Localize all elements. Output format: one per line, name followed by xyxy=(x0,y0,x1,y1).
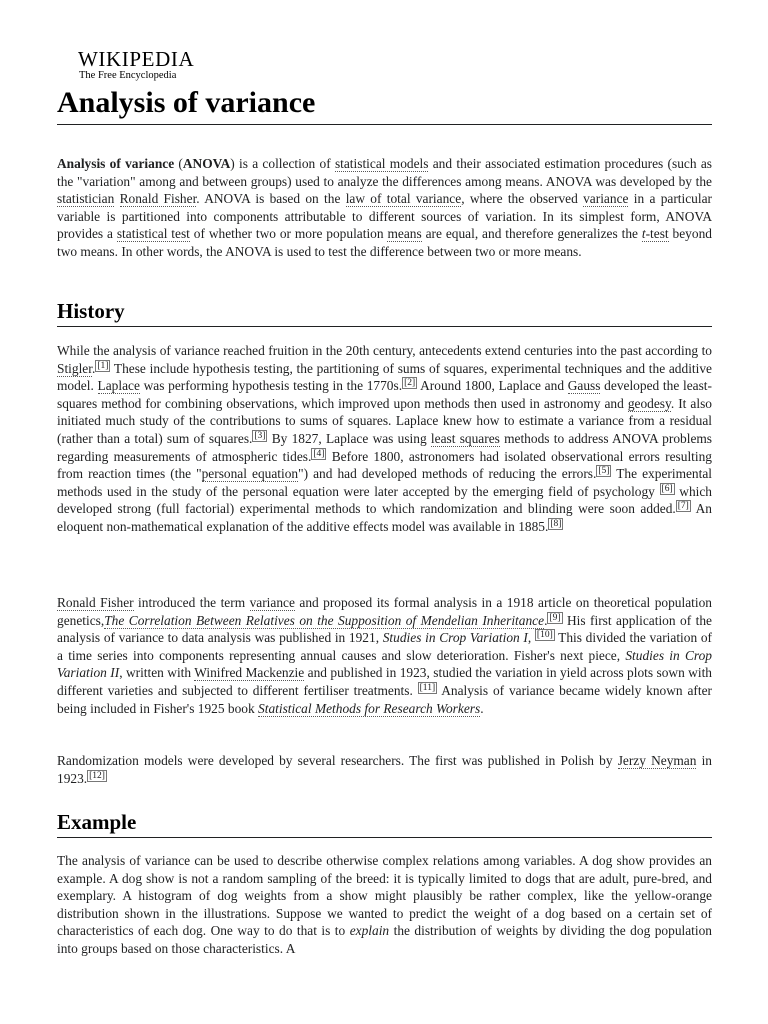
link-statistician[interactable]: statistician xyxy=(57,191,115,207)
ref-label: [8] xyxy=(550,518,562,529)
text: An eloquent non-mathematical explanation of the additive effects model was available in 1885. xyxy=(57,501,712,534)
history-paragraph-3 xyxy=(57,752,712,787)
text: His first application of the analysis of variance to data analysis was published in 1921, xyxy=(57,612,712,646)
t-italic: t xyxy=(641,226,646,242)
text: By 1827, Laplace was using xyxy=(267,430,431,446)
link-stigler[interactable]: Stigler xyxy=(57,360,92,376)
reference-7[interactable] xyxy=(676,500,691,512)
history-paragraph-1: While the analysis of variance reached fruition in the 20th century, antecedents extend centuries into the past according to Stigler. [1] These include hypothesis testing, the partitioning of sums of squares, experimental techniques and the additive model. Laplace was performing hypothesis testing in the 1770s. [2] Around 1800, Laplace and Gauss developed the least-squares method for combining observations, which improved upon methods then used in astronomy and geodesy. It also initiated much study of the contributions to sums of squares. Laplace knew how to estimate a variance from a residual (rather than a total) sum of squares. [3] By 1827, Laplace was using least squares methods to address ANOVA problems regarding measurements of atmospheric tides. [4] Before 1800, astronomers had isolated observational errors resulting from reaction times (the "personal equation") and had developed methods of reducing the errors. [5] The experimental methods used in the study of the personal equation were later accepted by the emerging field of psychology [6] which developed strong (full factorial) experimental methods to which randomization and blinding were soon added. [7] An eloquent non-mathematical explanation of the additive effects model was available in 1885. [8] xyxy=(57,343,713,534)
text: These include hypothesis testing, the partitioning of sums of squares, experimental techniques and the additive model. xyxy=(57,360,712,394)
ref-label: [2] xyxy=(404,378,416,389)
ref-label: [6] xyxy=(661,483,673,494)
explain-italic: explain xyxy=(349,923,390,939)
link-means[interactable]: means xyxy=(387,226,422,242)
link-variance[interactable]: variance xyxy=(583,191,629,207)
text: and published in 1923, studied the variation in yield across plots sown with different varieties and subjected to different fertiliser treatments. xyxy=(57,665,712,698)
text: , written with xyxy=(119,665,195,681)
text: methods to address ANOVA problems regarding measurements of atmospheric tides. xyxy=(57,430,713,464)
link-statistical-methods[interactable] xyxy=(258,701,480,717)
text: beyond two means. In other words, the ANOVA is used to test the difference between two or more means. xyxy=(57,226,712,259)
link-jerzy-neyman[interactable]: Jerzy Neyman xyxy=(617,753,697,768)
text: . It also initiated much study of the contributions to sums of squares. Laplace knew how to estimate a variance from a residual (rather than a total) sum of squares. xyxy=(57,395,712,446)
text: This divided the variation of a time series into components representing annual causes and slow deterioration. Fisher's next piece, xyxy=(57,630,712,663)
text: was performing hypothesis testing in the 1770s. xyxy=(139,378,403,394)
section-heading-history: History xyxy=(57,298,712,327)
reference-2[interactable] xyxy=(402,377,417,389)
text: of whether two or more population xyxy=(189,226,388,242)
reference-12[interactable] xyxy=(87,770,107,782)
text: , xyxy=(527,630,535,646)
text: . xyxy=(480,700,484,716)
correlation-title: The Correlation Between Relatives on the Supposition of Mendelian Inheritance xyxy=(104,612,545,628)
logo-wordmark: WIKIPEDIA xyxy=(78,47,195,71)
link-gauss[interactable]: Gauss xyxy=(567,378,601,394)
reference-8[interactable] xyxy=(548,518,563,530)
link-variance[interactable]: variance xyxy=(249,595,295,610)
link-correlation-article[interactable] xyxy=(104,613,544,629)
reference-6[interactable] xyxy=(660,483,675,495)
link-geodesy[interactable]: geodesy xyxy=(627,395,671,411)
text: is a collection of xyxy=(234,156,335,171)
abbr-bold: ANOVA xyxy=(182,156,231,171)
text: , where the observed xyxy=(461,191,584,207)
text: Around 1800, Laplace and xyxy=(417,378,568,394)
link-winifred-mackenzie[interactable]: Winifred Mackenzie xyxy=(194,665,305,681)
text: in 1923. xyxy=(57,753,713,786)
link-ronald-fisher[interactable]: Ronald Fisher xyxy=(119,191,197,207)
logo-tagline: The Free Encyclopedia xyxy=(79,70,177,81)
history-paragraph-2 xyxy=(57,594,712,717)
text: ") and had developed methods of reducing the errors. xyxy=(298,466,597,482)
text: Before 1800, astronomers had isolated observational errors resulting from reaction times (the " xyxy=(57,448,712,482)
text: Analysis of variance became widely known after being included in Fisher's 1925 book xyxy=(57,682,712,716)
wikipedia-logo[interactable] xyxy=(78,48,218,82)
intro-paragraph: Analysis of variance (ANOVA) is a collection of statistical models and their associated estimation procedures (such as the "variation" among and between groups) used to analyze the differences among means. ANOVA was developed by the statistician Ronald Fisher. ANOVA is based on the law of total variance, where the observed variance in a particular variable is partitioned into components attributable to different sources of variation. In its simplest form, ANOVA provides a statistical test of whether two or more population means are equal, and therefore generalizes the t-test beyond two means. In other words, the ANOVA is used to test the difference between two or more means. xyxy=(57,156,712,259)
reference-10[interactable] xyxy=(535,629,555,641)
reference-5[interactable] xyxy=(596,465,611,477)
link-law-of-total-variance[interactable]: law of total variance xyxy=(345,191,462,207)
ref-label: [10] xyxy=(536,630,553,641)
reference-3[interactable] xyxy=(252,430,267,442)
t-test-rest: -test xyxy=(645,226,669,242)
ref-label: [4] xyxy=(313,448,325,459)
text: and their associated estimation procedures (such as the "variation" among and between groups) used to analyze the differences among means. ANOVA was developed by the xyxy=(57,156,712,189)
link-ronald-fisher[interactable]: Ronald Fisher xyxy=(57,595,134,610)
link-personal-equation[interactable]: personal equation xyxy=(201,466,299,482)
methods-title: Statistical Methods for Research Workers xyxy=(258,700,481,716)
text: The analysis of variance can be used to describe otherwise complex relations among variables. A dog show provides an example. A dog show is not a random sampling of the breed: it is typically limited to dogs that are adult, pure-bred, and exemplary. A histogram of dog weights from a show might plausibly be rather complex, like the yellow-orange distribution shown in the illustrations. Suppose we wanted to predict the weight of a dog based on a certain set of characteristics of each dog. One way to do that is to xyxy=(57,853,712,939)
example-paragraph-1 xyxy=(57,852,712,958)
text: introduced the term xyxy=(133,595,250,610)
text: . xyxy=(544,612,548,628)
text: are equal, and therefore generalizes the xyxy=(421,226,642,242)
section-heading-example: Example xyxy=(57,809,712,838)
text: The experimental methods used in the study of the personal equation were later accepted by the emerging field of psychology xyxy=(57,466,713,499)
reference-11[interactable] xyxy=(418,682,437,694)
reference-4[interactable] xyxy=(311,448,326,460)
text: and proposed its formal analysis in a 1918 article on theoretical population genetics, xyxy=(57,595,712,628)
text: While the analysis of variance reached fruition in the 20th century, antecedents extend centuries into the past according to xyxy=(57,343,712,358)
link-t-test[interactable] xyxy=(642,226,669,242)
link-statistical-models[interactable]: statistical models xyxy=(334,156,429,171)
link-laplace[interactable]: Laplace xyxy=(97,378,140,394)
reference-1[interactable] xyxy=(95,360,110,372)
link-statistical-test[interactable]: statistical test xyxy=(116,226,190,242)
ref-label: [1] xyxy=(97,360,109,371)
text: which developed strong (full factorial) experimental methods to which randomization and blinding were soon added. xyxy=(57,483,712,517)
text: developed the least-squares method for combining observations, which improved upon methods then used in astronomy and xyxy=(57,378,712,411)
ref-label: [12] xyxy=(89,770,105,781)
text: in a particular variable is partitioned into components attributable to different sources of variation. In its simplest form, ANOVA provides a xyxy=(57,191,712,242)
crop-variation-2: Studies in Crop Variation II xyxy=(57,647,712,681)
text: Randomization models were developed by several researchers. The first was published in Polish by xyxy=(57,753,618,768)
ref-label: [3] xyxy=(254,430,266,441)
page-title: Analysis of variance xyxy=(57,84,712,125)
ref-label: [7] xyxy=(677,501,689,512)
ref-label: [5] xyxy=(598,466,610,477)
crop-variation-1: Studies in Crop Variation I xyxy=(382,630,528,646)
term-bold: Analysis of variance xyxy=(57,156,175,171)
ref-label: [9] xyxy=(549,612,561,623)
text: the distribution of weights by dividing the dog population into groups based on those characteristics. A xyxy=(57,923,713,956)
link-least-squares[interactable]: least squares xyxy=(430,430,500,446)
ref-label: [11] xyxy=(419,682,436,693)
text: . ANOVA is based on the xyxy=(196,191,346,207)
reference-9[interactable] xyxy=(547,612,562,624)
